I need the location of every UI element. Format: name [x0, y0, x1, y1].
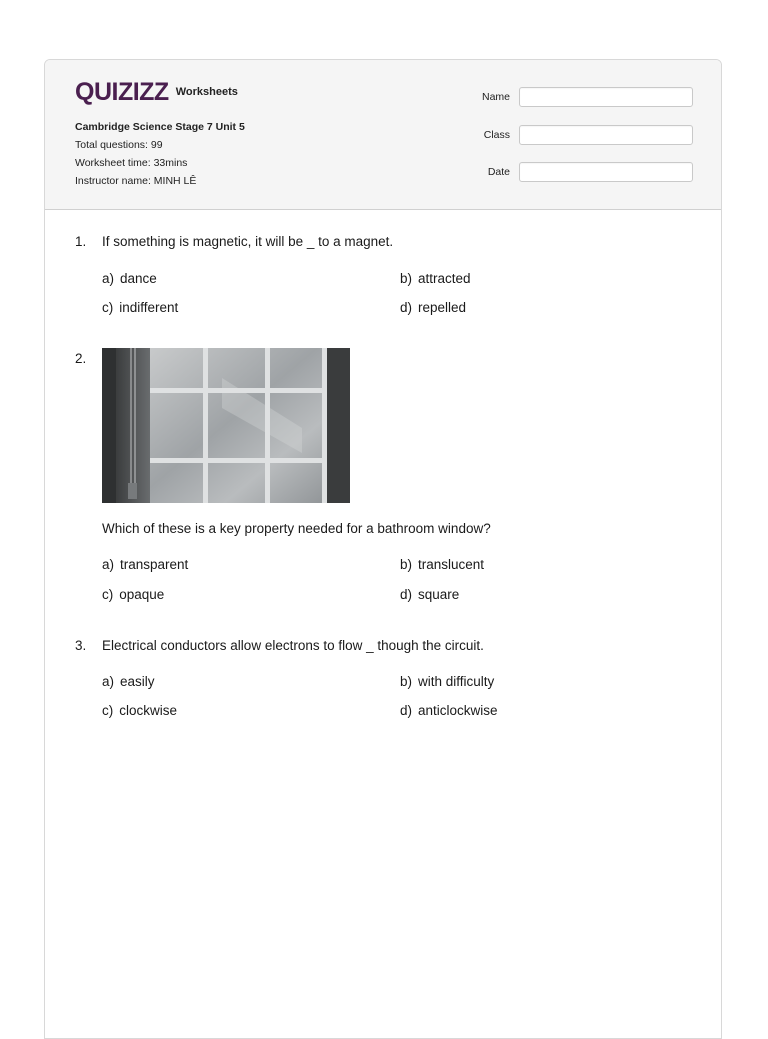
option-letter: a): [102, 557, 115, 572]
option-letter: d): [400, 703, 413, 718]
worksheet-title: Cambridge Science Stage 7 Unit 5: [75, 121, 245, 133]
option-letter: b): [400, 271, 413, 286]
option-text: attracted: [418, 271, 471, 286]
option-c: [102, 703, 177, 718]
logo-subtitle: Worksheets: [175, 86, 238, 98]
worksheet-page: [44, 59, 722, 1039]
option-b: [400, 557, 484, 572]
option-b: [400, 674, 494, 689]
name-label: Name: [481, 91, 510, 103]
option-d: [400, 587, 459, 602]
question-number: 2.: [75, 351, 87, 366]
option-letter: c): [102, 587, 114, 602]
option-text: repelled: [418, 300, 467, 315]
option-c: [102, 587, 164, 602]
option-d: [400, 703, 498, 718]
date-label: Date: [487, 166, 510, 178]
worksheet-header: [45, 60, 721, 210]
name-field-row: [465, 86, 693, 108]
class-field-row: [465, 124, 693, 146]
option-text: anticlockwise: [418, 703, 498, 718]
question-text: If something is magnetic, it will be _ to a magnet.: [102, 234, 394, 249]
option-a: [102, 271, 157, 286]
total-questions: Total questions: 99: [75, 139, 163, 151]
class-field[interactable]: [519, 125, 693, 145]
option-text: translucent: [418, 557, 485, 572]
date-field-row: [465, 161, 693, 183]
option-d: [400, 300, 466, 315]
option-c: [102, 300, 178, 315]
option-text: square: [418, 587, 460, 602]
question-text: Electrical conductors allow electrons to flow _ though the circuit.: [102, 638, 484, 653]
question-number: 1.: [75, 234, 87, 249]
option-letter: b): [400, 674, 413, 689]
date-field[interactable]: [519, 162, 693, 182]
option-text: transparent: [120, 557, 189, 572]
instructor-name: Instructor name: MINH LÊ: [75, 175, 197, 187]
option-letter: a): [102, 271, 115, 286]
class-label: Class: [483, 128, 510, 141]
worksheet-time: Worksheet time: 33mins: [75, 157, 188, 169]
option-b: [400, 271, 471, 286]
quizizz-logo: QUIZIZZ: [75, 78, 169, 106]
option-text: opaque: [119, 587, 165, 602]
worksheet-meta: [75, 118, 245, 190]
option-text: easily: [120, 674, 155, 689]
option-a: [102, 557, 188, 572]
option-letter: c): [102, 300, 114, 315]
option-letter: c): [102, 703, 114, 718]
option-text: indifferent: [119, 300, 179, 315]
option-text: dance: [120, 271, 157, 286]
question-text: Which of these is a key property needed for a bathroom window?: [102, 521, 491, 536]
option-letter: b): [400, 557, 413, 572]
question-number: 3.: [75, 638, 87, 653]
option-letter: d): [400, 587, 413, 602]
option-text: with difficulty: [418, 674, 495, 689]
option-letter: a): [102, 674, 115, 689]
window-image: [102, 348, 350, 503]
option-letter: d): [400, 300, 413, 315]
option-text: clockwise: [119, 703, 178, 718]
student-fields: [465, 86, 693, 199]
option-a: [102, 674, 155, 689]
brand: [75, 80, 238, 104]
name-field[interactable]: [519, 87, 693, 107]
